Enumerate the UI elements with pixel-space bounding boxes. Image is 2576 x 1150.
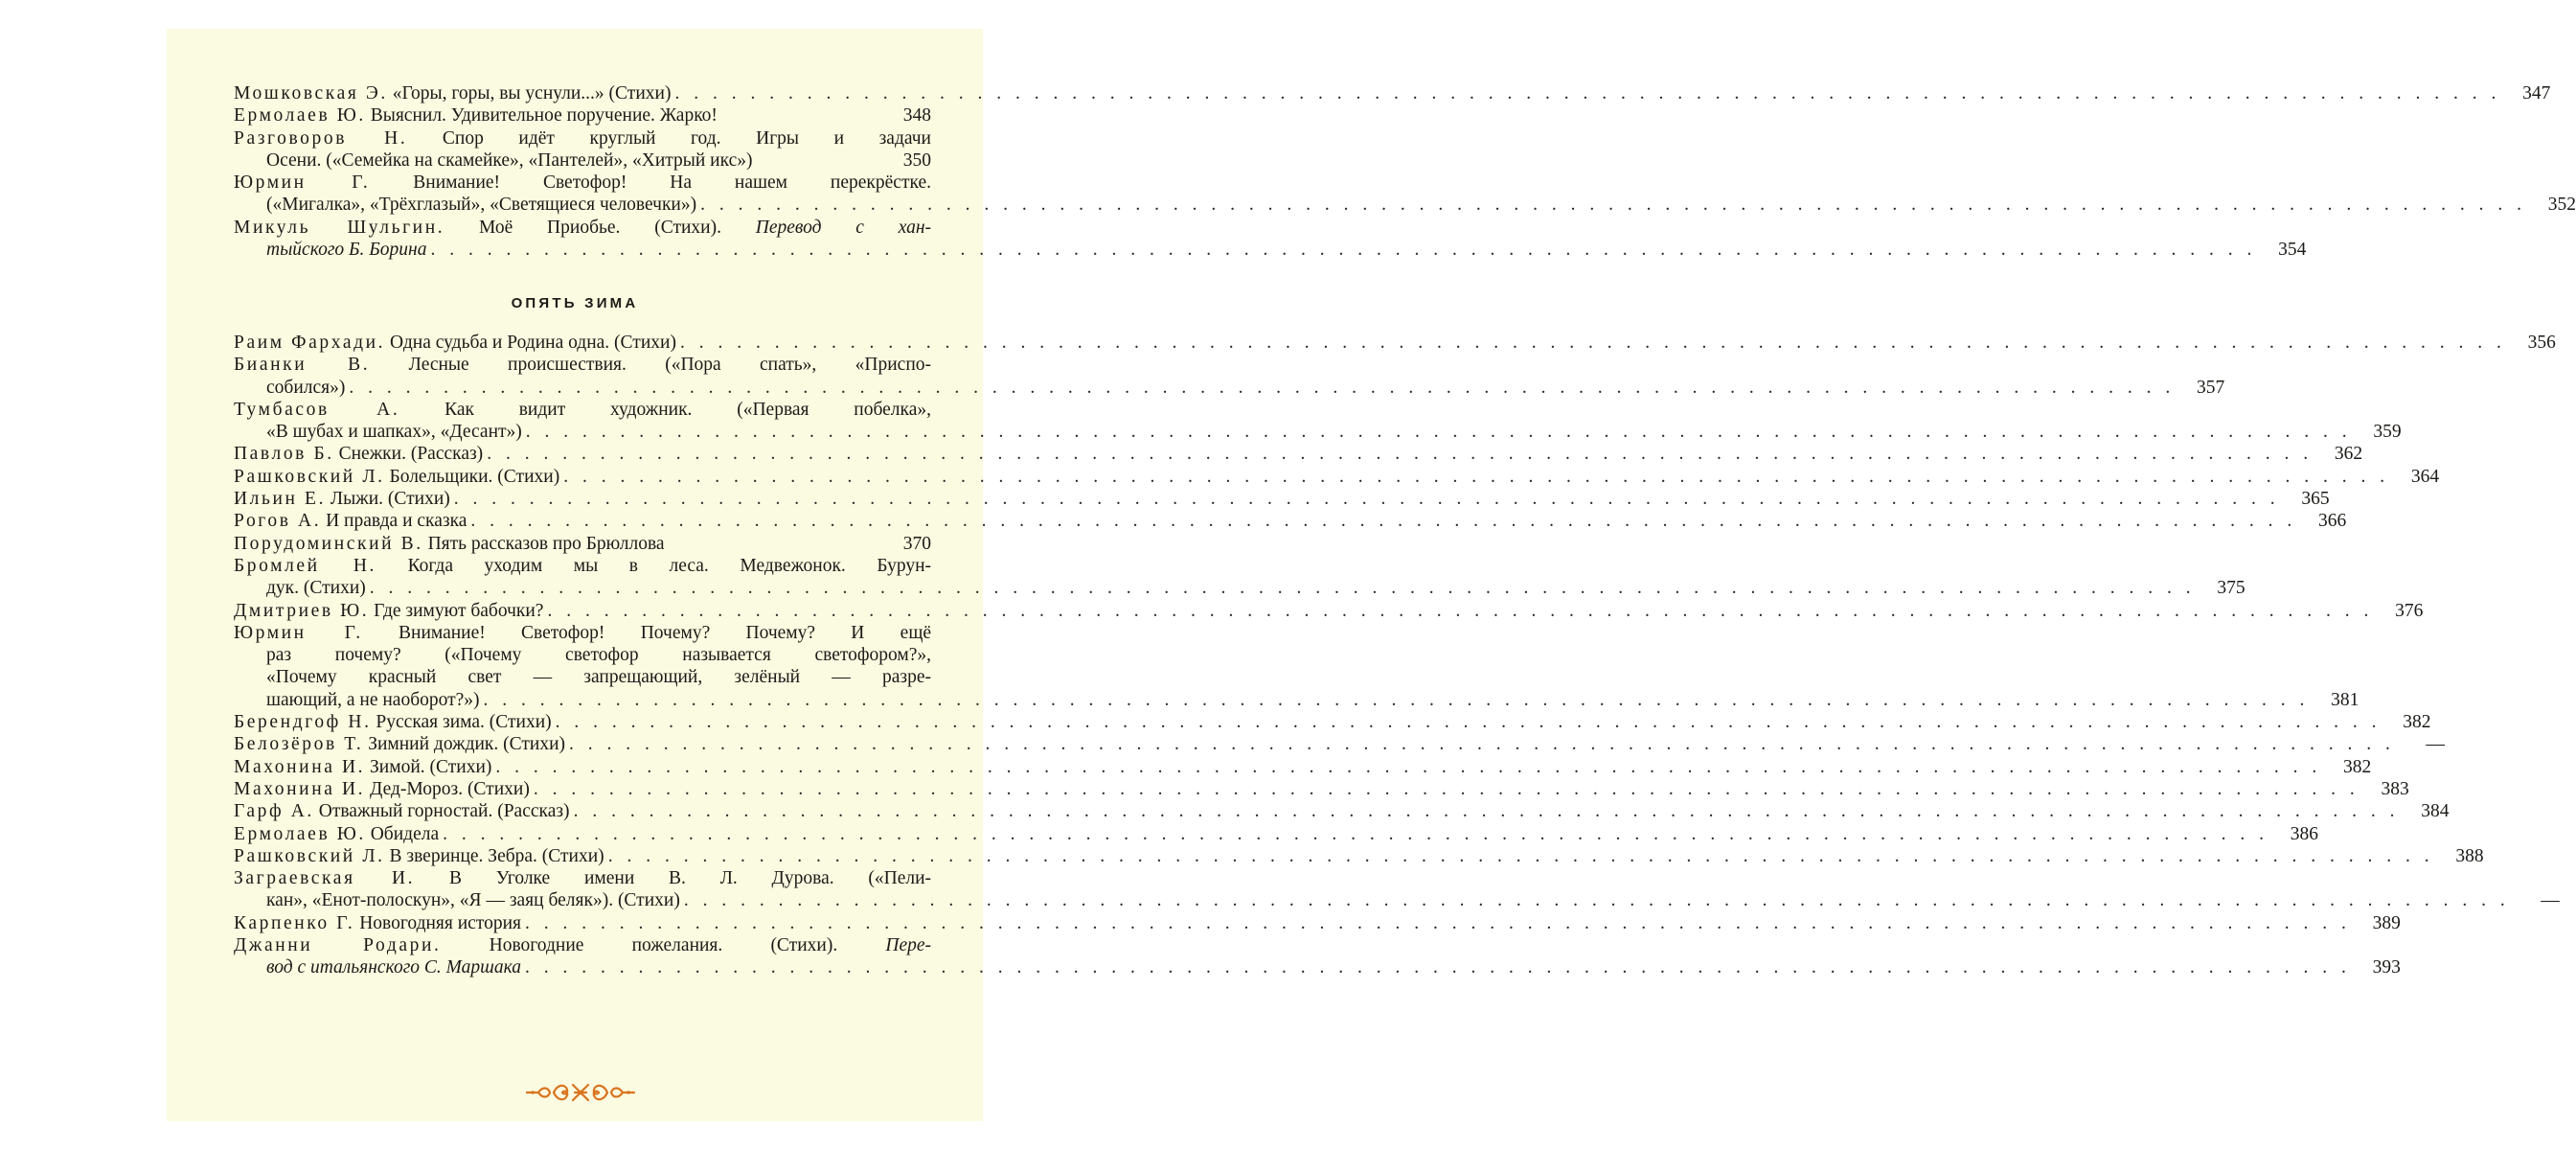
page-number: 365 xyxy=(2301,489,2330,510)
dot-leader xyxy=(525,956,2351,978)
toc-entry-line xyxy=(234,488,2330,510)
entry-author: Павлов Б. xyxy=(234,444,334,465)
dot-leader xyxy=(525,912,2351,934)
entry-author: Берендгоф Н. xyxy=(234,712,372,733)
entry-title: Выяснил. Удивительное поручение. Жарко! xyxy=(365,105,718,126)
toc-entry-line xyxy=(234,354,931,376)
page-number: — xyxy=(2426,734,2445,755)
entry-title: Зимний дождик. (Стихи) xyxy=(363,734,566,755)
toc-entry-line xyxy=(234,889,2560,911)
toc-entry xyxy=(234,823,2318,845)
toc-section-2 xyxy=(234,332,2560,979)
dot-leader xyxy=(563,466,2389,488)
toc-entry-line xyxy=(234,172,931,194)
toc-entry xyxy=(234,555,2245,600)
entry-text xyxy=(234,600,543,622)
page-number: 348 xyxy=(902,105,931,126)
dot-leader xyxy=(487,443,2313,465)
entry-author: Карпенко Г. xyxy=(234,912,355,933)
entry-title: Новогодняя история xyxy=(354,912,522,933)
toc-entry-line xyxy=(234,239,2307,261)
entry-author: Дмитриев Ю. xyxy=(234,600,370,621)
decorative-ornament-icon xyxy=(525,1080,636,1105)
toc-entry-line xyxy=(234,622,931,644)
toc-entry xyxy=(234,332,2556,354)
dot-leader xyxy=(608,845,2434,867)
entry-author: Юрмин Г. xyxy=(234,622,363,643)
page-number: 393 xyxy=(2372,957,2401,978)
entry-text xyxy=(234,354,931,376)
toc-entry-line xyxy=(234,600,2424,622)
entry-text xyxy=(266,194,696,216)
page-number: 370 xyxy=(902,533,931,554)
entry-title: И правда и сказка xyxy=(321,511,467,532)
page-number: 382 xyxy=(2343,756,2372,777)
entry-text xyxy=(234,488,450,510)
entry-text xyxy=(266,689,480,711)
toc-entry xyxy=(234,600,2424,622)
entry-author: Гарф А. xyxy=(234,801,314,822)
page-number: 354 xyxy=(2278,240,2307,261)
toc-entry-line xyxy=(234,711,2431,733)
toc-entry-line xyxy=(234,689,2359,711)
toc-entry xyxy=(234,488,2330,510)
toc-entry-line xyxy=(234,666,931,688)
toc-entry-line xyxy=(234,104,931,126)
entry-text xyxy=(266,150,753,172)
dot-leader xyxy=(349,377,2175,399)
entry-text xyxy=(234,510,467,532)
entry-text xyxy=(234,711,552,733)
entry-author: Микуль Шульгин. xyxy=(234,217,445,238)
page-number: 376 xyxy=(2395,600,2424,621)
entry-title: Спор идёт круглый год. Игры и задачи xyxy=(407,127,931,149)
section-heading: ОПЯТЬ ЗИМА xyxy=(511,295,639,311)
toc-entry xyxy=(234,800,2450,822)
dot-leader xyxy=(484,689,2310,711)
entry-author: Ермолаев Ю. xyxy=(234,105,366,126)
entry-author: Бромлей Н. xyxy=(234,555,377,576)
entry-translator: Перевод с хан- xyxy=(755,217,932,238)
entry-author: Белозёров Т. xyxy=(234,734,364,755)
entry-title: Моё Приобье. (Стихи). xyxy=(445,217,756,238)
toc-entry-line xyxy=(234,377,2225,399)
dot-leader xyxy=(674,82,2500,104)
dot-leader xyxy=(569,733,2395,755)
entry-text xyxy=(234,443,483,465)
dot-leader xyxy=(556,711,2382,733)
entry-text xyxy=(234,778,530,800)
entry-text xyxy=(234,912,521,934)
entry-text xyxy=(234,172,931,194)
toc-entry-line xyxy=(234,555,931,577)
entry-title: Новогодние пожелания. (Стихи). xyxy=(441,935,886,956)
toc-entry-line xyxy=(234,800,2450,822)
entry-author: Джанни Родари. xyxy=(234,935,442,956)
entry-text xyxy=(266,239,426,261)
entry-title: «Почему красный свет — запрещающий, зелёный — разре- xyxy=(266,667,931,688)
page-number: 375 xyxy=(2217,578,2245,599)
entry-title: («Мигалка», «Трёхглазый», «Светящиеся человечки») xyxy=(266,195,697,216)
entry-translator: вод с итальянского С. Маршака xyxy=(266,957,522,978)
toc-entry xyxy=(234,622,2359,711)
entry-title: собился») xyxy=(266,377,346,398)
page-number: 383 xyxy=(2381,778,2409,799)
entry-title: Отважный горностай. (Рассказ) xyxy=(313,801,570,822)
dot-leader xyxy=(574,800,2400,822)
page-number: 362 xyxy=(2334,444,2363,465)
entry-text xyxy=(266,377,345,399)
entry-title: Где зимуют бабочки? xyxy=(369,600,544,621)
entry-title: Болельщики. (Стихи) xyxy=(384,466,560,487)
entry-author: Раим Фархади. xyxy=(234,333,386,353)
entry-text xyxy=(234,800,570,822)
entry-author: Ильин Е. xyxy=(234,489,327,510)
page-number: 366 xyxy=(2318,511,2347,532)
dot-leader xyxy=(443,823,2268,845)
page-number: 347 xyxy=(2522,83,2551,104)
toc-entry xyxy=(234,778,2409,800)
page-number: 364 xyxy=(2410,466,2440,487)
entry-text xyxy=(234,533,665,555)
dot-leader xyxy=(454,488,2280,510)
entry-title: Обидела xyxy=(365,823,440,844)
entry-title: Снежки. (Рассказ) xyxy=(333,444,484,465)
toc-entry-line xyxy=(234,867,931,889)
page-number: — xyxy=(2541,890,2560,911)
toc-entry xyxy=(234,443,2363,465)
dot-leader xyxy=(430,239,2256,261)
page-number: 357 xyxy=(2197,377,2225,398)
toc-entry-line xyxy=(234,644,931,666)
entry-title: «В шубах и шапках», «Десант») xyxy=(266,422,522,443)
toc-entry xyxy=(234,934,2401,979)
entry-text xyxy=(234,867,931,889)
entry-title: шающий, а не наоборот?») xyxy=(266,689,480,710)
entry-text xyxy=(234,622,931,644)
entry-title: Дед-Мороз. (Стихи) xyxy=(365,778,530,799)
entry-author: Махонина И. xyxy=(234,756,366,777)
entry-author: Мошковская Э. xyxy=(234,83,388,104)
page-number: 356 xyxy=(2527,333,2556,353)
entry-author: Заграевская И. xyxy=(234,868,416,889)
entry-title: Осени. («Семейка на скамейке», «Пантелей», «Хитрый икс») xyxy=(266,150,753,171)
page-number: 389 xyxy=(2372,912,2401,933)
entry-title: кан», «Енот-полоскун», «Я — заяц беляк»). (Стихи) xyxy=(266,890,680,911)
toc-entry-line xyxy=(234,956,2401,978)
entry-text xyxy=(234,733,565,755)
toc-entry-line xyxy=(234,510,2347,532)
toc-entry-line xyxy=(234,217,931,239)
toc-section-1 xyxy=(234,82,2576,261)
toc-entry xyxy=(234,127,931,172)
dot-leader xyxy=(495,756,2321,778)
toc-entry-line xyxy=(234,332,2556,354)
page-number: 386 xyxy=(2290,823,2318,844)
entry-author: Тумбасов А. xyxy=(234,399,400,420)
dot-leader xyxy=(534,778,2359,800)
toc-entry xyxy=(234,711,2431,733)
dot-leader xyxy=(370,577,2196,599)
toc-entry xyxy=(234,756,2372,778)
entry-text xyxy=(266,421,522,443)
entry-author: Ермолаев Ю. xyxy=(234,823,366,844)
entry-title: Внимание! Светофор! Почему? Почему? И ещё xyxy=(362,622,931,643)
entry-translator: Пере- xyxy=(885,935,931,956)
entry-author: Махонина И. xyxy=(234,778,366,799)
entry-author: Рогов А. xyxy=(234,511,322,532)
toc-entry xyxy=(234,104,931,126)
dot-leader xyxy=(547,600,2373,622)
entry-title: «Горы, горы, вы уснули...» (Стихи) xyxy=(387,83,672,104)
toc-entry-line xyxy=(234,845,2484,867)
entry-text xyxy=(266,889,680,911)
entry-text xyxy=(234,332,676,354)
toc-entry-line xyxy=(234,466,2440,488)
toc-entry-line xyxy=(234,443,2363,465)
toc-entry-line xyxy=(234,399,931,421)
entry-title: Русская зима. (Стихи) xyxy=(371,712,552,733)
entry-text xyxy=(234,823,439,845)
page-number: 388 xyxy=(2455,845,2484,866)
page-number: 382 xyxy=(2403,712,2431,733)
toc-entry-line xyxy=(234,756,2372,778)
toc-entry-line xyxy=(234,577,2245,599)
entry-author: Разговоров Н. xyxy=(234,127,408,149)
entry-title: Лыжи. (Стихи) xyxy=(326,489,450,510)
dot-leader xyxy=(680,332,2506,354)
toc-entry xyxy=(234,354,2225,399)
entry-translator: тыйского Б. Борина xyxy=(266,240,427,261)
toc-entry-line xyxy=(234,82,2551,104)
entry-text xyxy=(234,82,671,104)
toc-entry xyxy=(234,510,2347,532)
entry-text xyxy=(266,666,931,688)
entry-author: Рашковский Л. xyxy=(234,845,385,866)
toc-entry xyxy=(234,466,2440,488)
entry-title: раз почему? («Почему светофор называется светофором?», xyxy=(266,645,931,666)
toc-entry-line xyxy=(234,194,2576,216)
page-number: 381 xyxy=(2331,689,2359,710)
entry-text xyxy=(234,217,931,239)
toc-entry-line xyxy=(234,150,931,172)
toc-entry-line xyxy=(234,823,2318,845)
toc-entry-line xyxy=(234,778,2409,800)
entry-text xyxy=(234,756,491,778)
entry-text xyxy=(234,466,559,488)
entry-text xyxy=(266,577,366,599)
toc-entry xyxy=(234,867,2560,912)
entry-title: Внимание! Светофор! На нашем перекрёстке. xyxy=(370,172,931,194)
toc-entry xyxy=(234,733,2445,755)
toc-entry-line xyxy=(234,934,931,956)
entry-author: Рашковский Л. xyxy=(234,466,385,487)
page-number: 352 xyxy=(2547,195,2576,216)
page-number: 359 xyxy=(2373,422,2402,443)
entry-title: дук. (Стихи) xyxy=(266,578,366,599)
dot-leader xyxy=(526,421,2352,443)
entry-text xyxy=(234,845,604,867)
entry-title: Зимой. (Стихи) xyxy=(365,756,492,777)
entry-title: Когда уходим мы в леса. Медвежонок. Бурун- xyxy=(376,555,931,576)
toc-entry-line xyxy=(234,533,931,555)
entry-text xyxy=(266,644,931,666)
entry-title: В зверинце. Зебра. (Стихи) xyxy=(384,845,604,866)
toc-entry xyxy=(234,82,2551,104)
entry-text xyxy=(234,399,931,421)
dot-leader xyxy=(470,510,2296,532)
entry-text xyxy=(234,127,931,150)
toc-entry xyxy=(234,217,2307,262)
dot-leader xyxy=(700,194,2526,216)
page-number: 350 xyxy=(902,150,931,171)
entry-title: Пять рассказов про Брюллова xyxy=(422,533,665,554)
toc-entry-line xyxy=(234,421,2402,443)
entry-author: Бианки В. xyxy=(234,355,371,376)
entry-text xyxy=(234,104,718,126)
entry-text xyxy=(234,934,931,956)
entry-author: Юрмин Г. xyxy=(234,172,371,194)
dot-leader xyxy=(684,889,2510,911)
toc-entry xyxy=(234,533,931,555)
toc-entry-line xyxy=(234,127,931,150)
entry-author: Порудоминский В. xyxy=(234,533,423,554)
entry-title: В Уголке имени В. Л. Дурова. («Пели- xyxy=(415,868,932,889)
toc-entry xyxy=(234,845,2484,867)
toc-entry-line xyxy=(234,912,2401,934)
entry-text xyxy=(234,555,931,577)
entry-title: Как видит художник. («Первая побелка», xyxy=(399,399,931,420)
entry-title: Лесные происшествия. («Пора спать», «Приспо- xyxy=(370,355,931,376)
page-number: 384 xyxy=(2421,801,2450,822)
toc-entry-line xyxy=(234,733,2445,755)
entry-title: Одна судьба и Родина одна. (Стихи) xyxy=(385,333,676,353)
toc-entry xyxy=(234,172,2576,217)
toc-entry xyxy=(234,399,2402,444)
entry-text xyxy=(266,956,521,978)
toc-entry xyxy=(234,912,2401,934)
